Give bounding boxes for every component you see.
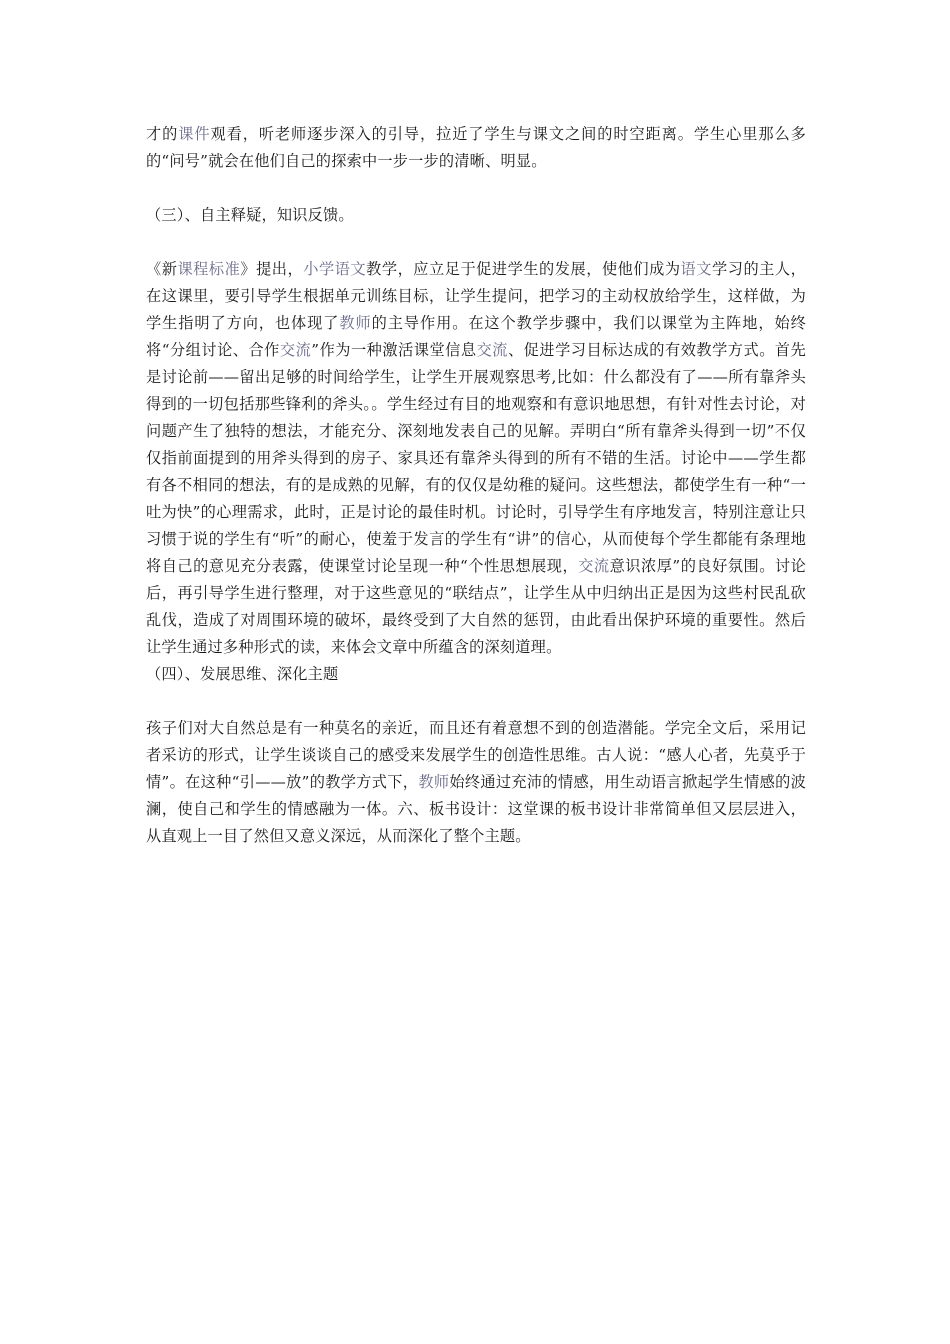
text-segment: 始终通过充沛的情感，用生动语言掀起学生情感的波澜，使自己和学生的情感融为一体。六、板书设计：这堂课的板书设计非常简单但又层层进入，从直观上一目了然但又意义深远，从而深化了整个主题。 [146,773,806,845]
link-teacher[interactable]: 教师 [418,773,450,791]
text-segment: 、促进学习目标达成的有效教学方式。首先是讨论前——留出足够的时间给学生，让学生开展观察思考,比如：什么都没有了——所有靠斧头得到的一切包括那些锋利的斧头。。学生经过有目的地观察和有意识地思想，有针对性去讨论，对问题产生了独特的想法，才能充分、深刻地发表自己的见解。弄明白“所有靠斧头得到一切”不仅仅指前面提到的用斧头得到的房子、家具还有靠斧头得到的所有不错的生活。讨论中——学生都有各不相同的想法，有的是成熟的见解，有的仅仅是幼稚的疑问。这些想法，都使学生有一种“一吐为快”的心理需求，此时，正是讨论的最佳时机。讨论时，引导学生有序地发言，特别注意让只习惯于说的学生有“听”的耐心，使羞于发言的学生有“讲”的信心，从而使每个学生都能有条理地将自己的意见充分表露，使课堂讨论呈现一种“个性思想展现， [146,341,806,575]
section-heading-4 [146,661,806,688]
text-segment: 《新 [146,260,178,278]
text-segment: 学习的主人，在这课里，要引导学生根据单元训练目标，让学生提问，把学习的主动权放给学生，这样做，为学生指明了方向，也体现了 [146,260,806,332]
paragraph-gap [146,688,806,715]
text-segment: 的主导作用。在这个教学步骤中，我们以课堂为主阵地，始终将“分组讨论、合作 [146,314,806,359]
text-segment: 教学，应立足于促进学生的发展，使他们成为 [366,260,681,278]
link-teacher[interactable]: 教师 [339,314,372,332]
link-communication[interactable]: 交流 [476,341,508,359]
link-communication[interactable]: 交流 [279,341,312,359]
paragraph-courseware [146,121,806,175]
link-chinese[interactable]: 语文 [680,260,712,278]
section-heading-3 [146,202,806,229]
paragraph-discussion [146,256,806,661]
paragraph-gap [146,175,806,202]
link-primary-chinese[interactable]: 小学语文 [303,260,367,278]
paragraph-nature [146,715,806,850]
link-curriculum-standard[interactable]: 课程标准 [177,260,241,278]
text-segment: 孩子们对大自然总是有一种莫名的亲近，而且还有着意想不到的创造潜能。学完全文后，采用记者采访的形式，让学生谈谈自己的感受来发展学生的创造性思维。古人说：“感人心者，先莫乎于情”。在这种“引——放”的教学方式下， [146,719,806,791]
document-body [146,121,806,850]
paragraph-gap [146,229,806,256]
link-courseware[interactable]: 课件 [178,125,211,143]
text-segment: 观看，听老师逐步深入的引导，拉近了学生与课文之间的时空距离。学生心里那么多的“问号”就会在他们自己的探索中一步一步的清晰、明显。 [146,125,806,170]
text-segment: 才的 [146,125,179,143]
heading-text: （四）、发展思维、深化主题 [146,665,339,683]
text-segment: 》提出， [240,260,304,278]
heading-text: （三）、自主释疑，知识反馈。 [146,206,354,224]
text-segment: 意识浓厚”的良好氛围。讨论后，再引导学生进行整理，对于这些意见的“联结点”，让学生从中归纳出正是因为这些村民乱砍乱伐，造成了对周围环境的破坏，最终受到了大自然的惩罚，由此看出保护环境的重要性。然后让学生通过多种形式的读，来体会文章中所蕴含的深刻道理。 [146,557,806,656]
link-communication[interactable]: 交流 [578,557,610,575]
text-segment: ”作为一种激活课堂信息 [311,341,477,359]
